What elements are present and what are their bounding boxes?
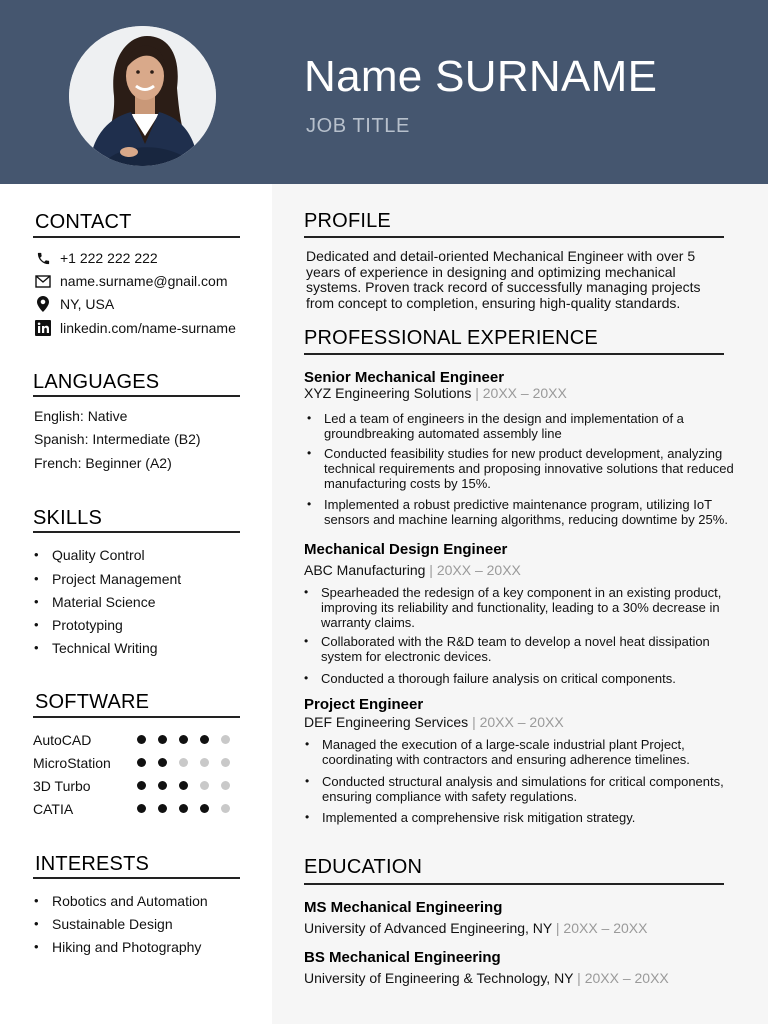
- profile-summary: Dedicated and detail-oriented Mechanical Engineer with over 5 years of experience in designing and optimizing mechanical systems. Proven track record of successfully managing projects from concept to completion, ensuring high-quality standards.: [306, 248, 701, 311]
- interest-item: • Hiking and Photography: [52, 939, 201, 955]
- resume-header: [0, 0, 768, 184]
- software-name: CATIA: [33, 801, 74, 817]
- job-title: Mechanical Design Engineer: [304, 541, 508, 558]
- languages-divider: [33, 395, 240, 397]
- software-item: [33, 801, 243, 817]
- company-name: DEF Engineering Services: [304, 714, 469, 730]
- level-dot-filled: [137, 781, 146, 790]
- job-title: Senior Mechanical Engineer: [304, 369, 505, 386]
- job-bullet: • Conducted a thorough failure analysis on critical components.: [321, 671, 733, 686]
- level-dot-empty: [221, 735, 230, 744]
- software-name: AutoCAD: [33, 732, 92, 748]
- location-pin-icon: [34, 296, 52, 312]
- job-bullet: • Managed the execution of a large-scale industrial plant Project, coordinating with contractors and ensuring adherence timelines.: [322, 737, 727, 767]
- mail-icon: [34, 273, 52, 289]
- experience-divider: [304, 353, 724, 355]
- software-item: [33, 778, 243, 794]
- level-dot-filled: [137, 804, 146, 813]
- degree-dates: 20XX – 20XX: [563, 920, 648, 936]
- contact-linkedin: [34, 320, 236, 336]
- profile-divider: [304, 236, 724, 238]
- degree-school: University of Advanced Engineering, NY | 20XX – 20XX: [304, 920, 648, 936]
- job-bullet: • Conducted structural analysis and simulations for critical components, ensuring compliance with safety regulations.: [322, 774, 727, 804]
- skill-level-dots: [137, 758, 242, 767]
- interest-item: • Sustainable Design: [52, 916, 173, 932]
- experience-heading: PROFESSIONAL EXPERIENCE: [304, 327, 598, 349]
- school-name: University of Engineering & Technology, NY: [304, 970, 574, 986]
- profile-photo: [69, 26, 216, 166]
- skill-item: • Technical Writing: [52, 640, 158, 656]
- level-dot-empty: [221, 781, 230, 790]
- interests-heading: INTERESTS: [35, 853, 150, 875]
- software-name: 3D Turbo: [33, 778, 91, 794]
- software-item: [33, 732, 243, 748]
- job-company: XYZ Engineering Solutions | 20XX – 20XX: [304, 385, 567, 401]
- skill-level-dots: [137, 804, 242, 813]
- person-photo-illustration: [69, 26, 216, 166]
- job-dates: 20XX – 20XX: [479, 714, 564, 730]
- degree-dates: 20XX – 20XX: [584, 970, 669, 986]
- software-item: [33, 755, 243, 771]
- degree-title: BS Mechanical Engineering: [304, 949, 501, 966]
- skills-divider: [33, 531, 240, 533]
- level-dot-empty: [200, 781, 209, 790]
- level-dot-filled: [200, 804, 209, 813]
- job-bullet: • Led a team of engineers in the design and implementation of a groundbreaking automated assembly line: [324, 411, 744, 441]
- location-text: NY, USA: [60, 296, 115, 312]
- skill-item: • Material Science: [52, 594, 156, 610]
- level-dot-empty: [200, 758, 209, 767]
- language-item: English: Native: [34, 408, 128, 424]
- company-name: XYZ Engineering Solutions: [304, 385, 472, 401]
- candidate-name: Name SURNAME: [304, 52, 658, 101]
- level-dot-filled: [158, 804, 167, 813]
- level-dot-filled: [200, 735, 209, 744]
- level-dot-empty: [221, 758, 230, 767]
- education-divider: [304, 883, 724, 885]
- job-bullet: • Collaborated with the R&D team to develop a novel heat dissipation system for electronic devices.: [321, 634, 733, 664]
- skill-item: • Prototyping: [52, 617, 123, 633]
- contact-divider: [33, 236, 240, 238]
- level-dot-filled: [179, 735, 188, 744]
- language-item: French: Beginner (A2): [34, 455, 172, 471]
- contact-location: [34, 296, 114, 312]
- job-title: Project Engineer: [304, 696, 424, 713]
- job-bullet: • Implemented a robust predictive maintenance program, utilizing IoT sensors and machine learning algorithms, reducing downtime by 25%.: [324, 497, 744, 527]
- skill-item: • Project Management: [52, 571, 181, 587]
- software-heading: SOFTWARE: [35, 691, 150, 713]
- level-dot-empty: [221, 804, 230, 813]
- job-dates: 20XX – 20XX: [482, 385, 567, 401]
- level-dot-empty: [179, 758, 188, 767]
- profile-heading: PROFILE: [304, 210, 391, 232]
- interest-item: • Robotics and Automation: [52, 893, 208, 909]
- degree-school: University of Engineering & Technology, NY | 20XX – 20XX: [304, 970, 669, 986]
- contact-email: [34, 273, 228, 289]
- linkedin-text: linkedin.com/name-surname: [60, 320, 236, 336]
- interests-divider: [33, 877, 240, 879]
- phone-text: +1 222 222 222: [60, 250, 158, 266]
- school-name: University of Advanced Engineering, NY: [304, 920, 552, 936]
- linkedin-icon: [34, 320, 52, 336]
- degree-title: MS Mechanical Engineering: [304, 899, 503, 916]
- level-dot-filled: [158, 758, 167, 767]
- level-dot-filled: [137, 758, 146, 767]
- company-name: ABC Manufacturing: [304, 562, 426, 578]
- level-dot-filled: [158, 781, 167, 790]
- job-bullet: • Spearheaded the redesign of a key component in an existing product, improving its reliability and functionality, leading to a 30% decrease in warranty claims.: [321, 585, 733, 630]
- level-dot-filled: [179, 804, 188, 813]
- contact-heading: CONTACT: [35, 211, 132, 233]
- contact-phone: [34, 250, 158, 266]
- phone-icon: [34, 250, 52, 266]
- skill-item: • Quality Control: [52, 547, 145, 563]
- job-dates: 20XX – 20XX: [436, 562, 521, 578]
- level-dot-filled: [158, 735, 167, 744]
- job-company: ABC Manufacturing | 20XX – 20XX: [304, 562, 521, 578]
- job-company: DEF Engineering Services | 20XX – 20XX: [304, 714, 564, 730]
- level-dot-filled: [137, 735, 146, 744]
- skill-level-dots: [137, 735, 242, 744]
- job-bullet: • Implemented a comprehensive risk mitigation strategy.: [322, 810, 727, 825]
- skill-level-dots: [137, 781, 242, 790]
- email-text: name.surname@gnail.com: [60, 273, 228, 289]
- software-name: MicroStation: [33, 755, 111, 771]
- skills-heading: SKILLS: [33, 507, 103, 529]
- languages-heading: LANGUAGES: [33, 371, 160, 393]
- job-bullet: • Conducted feasibility studies for new product development, analyzing technical requirements and proposing innovative solutions that reduced manufacturing costs by 15%.: [324, 446, 744, 491]
- language-item: Spanish: Intermediate (B2): [34, 431, 201, 447]
- software-divider: [33, 716, 240, 718]
- education-heading: EDUCATION: [304, 856, 423, 878]
- candidate-job-title: JOB TITLE: [306, 115, 410, 137]
- level-dot-filled: [179, 781, 188, 790]
